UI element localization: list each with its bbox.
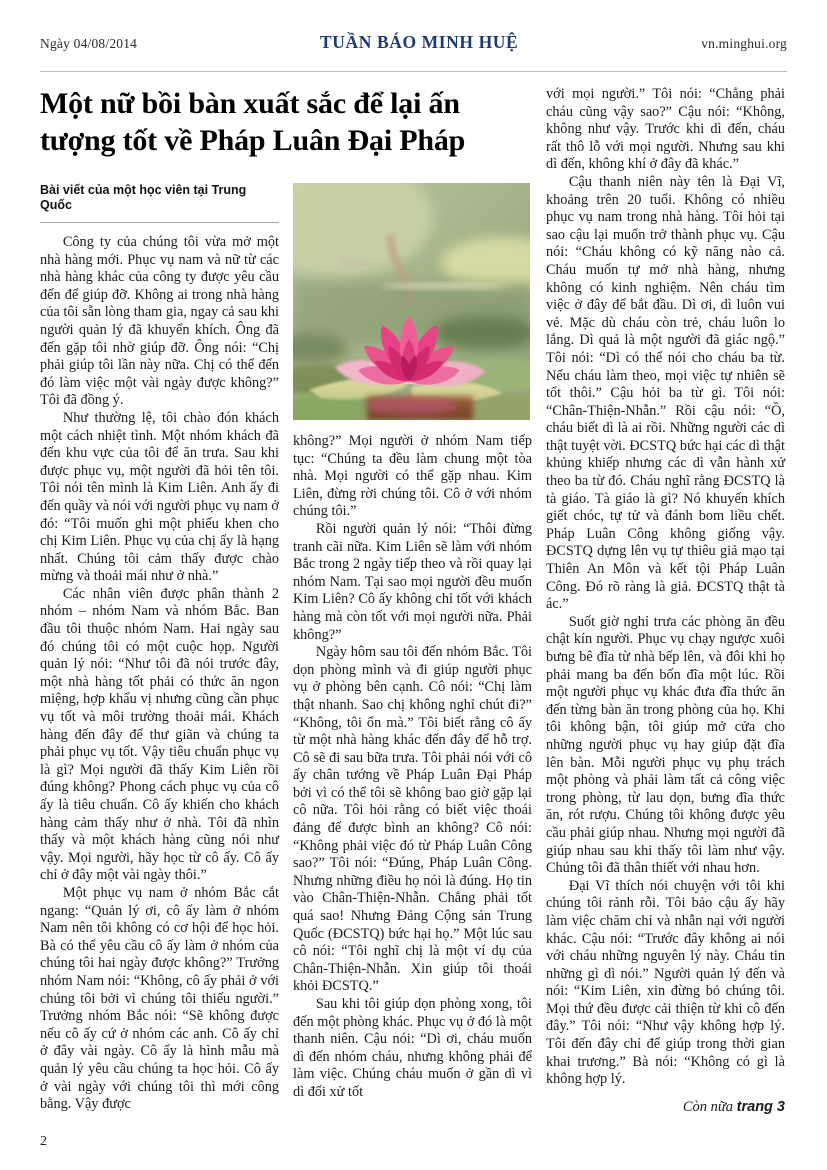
byline: Bài viết của một học viên tại Trung Quốc <box>40 183 247 212</box>
continuation-note <box>546 1099 785 1116</box>
paragraph: Sau khi tôi giúp dọn phòng xong, tôi đến một phòng khác. Phục vụ ở đó là một thanh niên. Cậu nói: “Dì ơi, cháu muốn dì đến nhóm cháu, nhưng không phải để làm việc. Chúng cháu muốn ở gần dì vì dì đối xử tốt <box>293 996 532 1100</box>
paragraph: Đại Vĩ thích nói chuyện với tôi khi chúng tôi rảnh rỗi. Tôi bảo cậu ấy hãy làm việc chăm chỉ và nhẫn nại với người khác. Cậu nói: “Trước đây không ai nói với cháu những nguyên lý này. Cháu tin những gì dì nói.” Người quản lý đến và nói: “Kim Liên, xin đừng bỏ chúng tôi. Mọi thứ đều được cải thiện từ khi cô đến đây.” Tôi nói: “Như vậy không hợp lý. Tôi đến đây chỉ để giúp trong thời gian khai trương.” Bà nói: “Không có gì là không hợp lý. <box>546 877 785 1088</box>
article-body <box>40 84 787 1140</box>
article-title: Một nữ bồi bàn xuất sắc để lại ấn tượng tốt về Pháp Luân Đại Pháp <box>40 87 466 157</box>
paragraph: Ngày hôm sau tôi đến nhóm Bắc. Tôi dọn phòng mình và đi giúp người phục vụ ở phòng bên cạnh. Cô nói: “Chị làm thật nhanh. Sao chị không nghỉ chút đi?” “Không, tôi ổn mà.” Tôi biết rằng cô ấy từ một nhà hàng khác đến đây để hỗ trợ. Cô sẽ đi sau bữa trưa. Tôi phải nói với cô ấy chân tướng về Pháp Luân Đại Pháp bởi vì có thể tôi sẽ không bao giờ gặp lại cô nữa. Tôi hỏi rằng có biết việc thoái đảng để được bình an không? Cô nói: “Không phải việc đó từ Pháp Luân Công sao?” Tôi nói: “Đúng, Pháp Luân Công. Nhưng những điều họ nói là đúng. Họ tin vào Chân-Thiện-Nhẫn. Chẳng phải tốt quá sao! Nhưng Đảng Cộng sản Trung Quốc (ĐCSTQ) bức hại họ.” Một lúc sau cô nói: “Tôi nghĩ chị là một ví dụ của Chân-Thiện-Nhẫn. Xin giúp tôi thoái khỏi ĐCSTQ.” <box>293 644 532 995</box>
column-3 <box>546 84 785 1140</box>
column-1 <box>40 183 279 1114</box>
paragraph: Như thường lệ, tôi chào đón khách một cách nhiệt tình. Một nhóm khách đã đến khu vực của tôi để ăn trưa. Sau khi được phục vụ, một người đã hỏi tên tôi. Tôi nói tên mình là Kim Liên. Anh ấy đi đến quầy và nói với người phục vụ nam ở đó: “Tôi muốn ghi một phiếu khen cho chị Kim Liên. Phục vụ của chị ấy là hạng nhất. Chúng tôi cảm thấy được chào mừng và thoải mái như ở nhà.” <box>40 409 279 585</box>
column-1-text <box>40 234 279 1114</box>
lotus-photo <box>293 183 530 420</box>
masthead-title: TUẦN BÁO MINH HUỆ <box>319 32 519 52</box>
page-header <box>40 32 787 53</box>
header-divider <box>40 71 787 72</box>
column-2-text <box>293 433 532 1102</box>
paragraph: với mọi người.” Tôi nói: “Chẳng phải cháu cũng vậy sao?” Cậu nói: “Không, không như vậy. Trước khi dì đến, cháu rất thô lỗ với mọi người. Nhưng sau khi dì đến, không khí ở đây đã khác.” <box>546 86 785 173</box>
paragraph: Công ty của chúng tôi vừa mở một nhà hàng mới. Phục vụ nam và nữ từ các nhà hàng khác của công ty được yêu cầu đến để giúp đỡ. Không ai trong nhà hàng của tôi sẵn lòng tham gia, ngay cả sau khi người quản lý đã khuyến khích. Ông đã đến gặp tôi nhờ giúp đỡ. Ông nói: “Chị phải giúp tôi lần này nữa. Chị có thể đến đó làm việc một vài ngày được không?” Tôi đã đồng ý. <box>40 234 280 409</box>
paragraph: Suốt giờ nghỉ trưa các phòng ăn đều chật kín người. Phục vụ chạy ngược xuôi bưng bê đĩa từ nhà bếp lên, và đôi khi họ phải mang ba đến bốn đĩa một lúc. Rồi một người phục vụ khác đưa đĩa thức ăn đến từng bàn ăn trong phòng của họ. Khi tôi không bận, tôi giúp mở cửa cho những người phục vụ hay giúp đặt đĩa lên bàn. Mỗi người phục vụ phụ trách một phòng và phải làm tất cả công việc trong phòng, từ lau dọn, bưng đĩa thức ăn, rót rượu. Chúng tôi không được yêu cầu phải giúp nhau. Nhưng mọi người đã giúp nhau sau khi thấy tôi làm như vậy. Chúng tôi đã thân thiết với nhau hơn. <box>546 613 785 877</box>
column-3-text <box>546 86 785 1089</box>
continuation-page-ref: trang 3 <box>736 1098 785 1115</box>
paragraph: Cậu thanh niên này tên là Đại Vĩ, khoảng trên 20 tuổi. Không có nhiều phục vụ nam trong nhà hàng. Tôi hỏi tại sao cậu lại muốn trở thành phục vụ. Cậu nói: “Cháu không có kỹ năng nào cả. Cháu muốn tự mở nhà hàng, nhưng không có kinh nghiệm. Nên cháu tìm việc ở đây để bắt đầu. Dì ơi, dì luôn vui vẻ. Mặc dù cháu còn trẻ, cháu luôn lo lắng. Dì quả là một người đã giác ngộ.” Tôi nói: “Dì có thể nói cho cháu ba từ. Nếu cháu làm theo, mọi việc tự nhiên sẽ tốt thôi.” Cậu hỏi ba từ gì. Tôi nói: “Chân-Thiện-Nhẫn.” Rồi cậu nói: “Ồ, cháu biết dì là ai rồi. Những người các dì thật tuyệt vời. ĐCSTQ bức hại các dì thật khủng khiếp nhưng các dì vẫn hành xử theo ba từ đó. Cháu nghĩ rằng ĐCSTQ là tà giáo. Tà giáo là gì? Nó khuyến khích giết chóc, tự tử và đánh bom liều chết. Pháp Luân Công không giống vậy. ĐCSTQ dựng lên vụ tự thiêu giả mạo tại Thiên An Môn và kết tội Pháp Luân Công. Đó rõ ràng là giả. ĐCSTQ thật tà ác.” <box>546 173 785 613</box>
page-number: 2 <box>40 1134 47 1149</box>
article-left-section <box>40 84 532 1140</box>
paragraph: Một phục vụ nam ở nhóm Bắc cắt ngang: “Quản lý ơi, cô ấy làm ở nhóm Nam nên tôi không có cơ hội để học hỏi. Bà có thể yêu cầu cô ấy làm ở nhóm của chúng tôi hai ngày được không?” Trưởng nhóm Nam nói: “Không, cô ấy phải ở với chúng tôi bởi vì chúng tôi thiếu người.” Trưởng nhóm Bắc nói: “Sẽ không được nếu cô ấy cứ ở nhóm các anh. Cô ấy chỉ ở đây vài ngày. Cô ấy là hình mẫu mà quản lý yêu cầu chúng ta học hỏi. Cô ấy ở vài ngày với chúng tôi thì mới công bằng. Vậy được <box>40 884 279 1113</box>
continuation-prefix: Còn nữa <box>682 1098 737 1115</box>
website-url: vn.minghui.org <box>701 36 787 51</box>
paragraph: Các nhân viên được phân thành 2 nhóm – nhóm Nam và nhóm Bắc. Ban đầu tôi thuộc nhóm Nam. Hai ngày sau đó chúng tôi có một cuộc họp. Người quản lý nói: “Như tôi đã nói trước đây, một nhà hàng tốt phải có thức ăn ngon miệng, hợp khẩu vị nhưng cũng cần phục vụ tốt và môi trường thoải mái. Khách hàng đến đây để thư giãn và chúng ta phải phục vụ tốt. Vậy tiêu chuẩn phục vụ là gì? Mọi người đã thấy Kim Liên rồi đúng không? Phong cách phục vụ của cô ấy là tiêu chuẩn. Cô ấy khiến cho khách hàng cảm thấy như ở nhà. Tôi đã nhìn thấy và một khách hàng cũng nói như vậy. Mọi người, hãy học từ cô ấy. Cô ấy chỉ ở đây một vài ngày thôi.” <box>40 585 279 884</box>
paragraph: Rồi người quản lý nói: “Thôi đừng tranh cãi nữa. Kim Liên sẽ làm với nhóm Bắc trong 2 ngày tiếp theo và rồi quay lại nhóm Nam. Tại sao mọi người đều muốn Kim Liên? Cô ấy không chỉ tốt với khách hàng mà còn tốt với mọi người nữa. Phải không?” <box>293 520 532 643</box>
paragraph: không?” Mọi người ở nhóm Nam tiếp tục: “Chúng ta đều làm chung một tòa nhà. Mọi người có thể gặp nhau. Kim Liên, đừng rời chúng tôi. Cô ở với nhóm chúng tôi.” <box>293 433 532 520</box>
columns-1-2 <box>40 183 532 1114</box>
issue-date: Ngày 04/08/2014 <box>40 36 138 51</box>
column-2 <box>293 183 532 1114</box>
